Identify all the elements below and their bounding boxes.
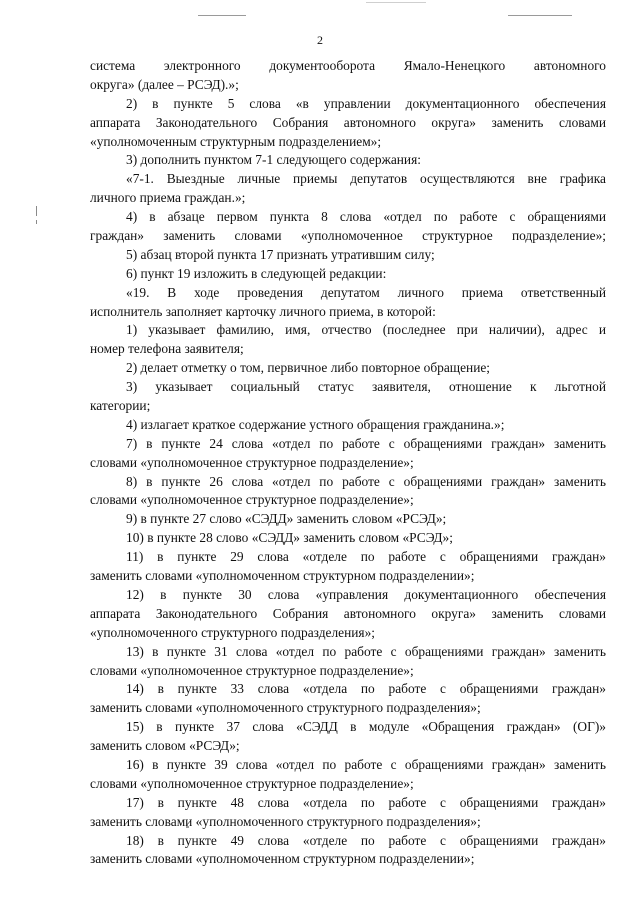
text-line: заменить словом «РСЭД»; bbox=[90, 738, 240, 754]
text-line: 2) в пункте 5 слова «в управлении документационного обеспечения bbox=[126, 95, 606, 111]
text-line: 16) в пункте 39 слова «отдел по работе с обращениями граждан» заменить bbox=[126, 756, 606, 772]
text-line: граждан» заменить словами «уполномоченное структурное подразделение»; bbox=[90, 228, 606, 244]
scan-artifact-line bbox=[198, 15, 246, 16]
text-line: личного приема граждан.»; bbox=[90, 190, 246, 206]
text-line: номер телефона заявителя; bbox=[90, 341, 244, 357]
margin-scan-mark bbox=[36, 206, 37, 216]
text-line: «уполномоченным структурным подразделением»; bbox=[90, 133, 382, 149]
text-line: 4) в абзаце первом пункта 8 слова «отдел по работе с обращениями bbox=[126, 209, 606, 225]
text-line: 17) в пункте 48 слова «отдела по работе с обращениями граждан» bbox=[126, 794, 606, 810]
text-line: 8) в пункте 26 слова «отдел по работе с обращениями граждан» заменить bbox=[126, 473, 606, 489]
text-line: система электронного документооборота Ямало-Ненецкого автономного bbox=[90, 58, 606, 73]
scan-artifact-line bbox=[366, 2, 426, 3]
text-line: округа» (далее – РСЭД).»; bbox=[90, 76, 239, 92]
text-line: 2) делает отметку о том, первичное либо повторное обращение; bbox=[126, 360, 491, 376]
text-line: словами «уполномоченное структурное подразделение»; bbox=[90, 775, 414, 791]
scan-artifact-line bbox=[508, 15, 572, 16]
text-line: 4) излагает краткое содержание устного обращения гражданина.»; bbox=[126, 416, 505, 432]
text-line: аппарата Законодательного Собрания автономного округа» заменить словами bbox=[90, 605, 606, 621]
text-line: 13) в пункте 31 слова «отдел по работе с обращениями граждан» заменить bbox=[126, 643, 606, 659]
text-line: 11) в пункте 29 слова «отделе по работе с обращениями граждан» bbox=[126, 549, 606, 565]
text-line: 9) в пункте 27 слово «СЭДД» заменить словом «РСЭД»; bbox=[126, 511, 447, 527]
text-line: словами «уполномоченное структурное подразделение»; bbox=[90, 454, 414, 470]
text-line: 14) в пункте 33 слова «отдела по работе с обращениями граждан» bbox=[126, 681, 606, 697]
document-body bbox=[90, 57, 606, 869]
text-line: 1) указывает фамилию, имя, отчество (последнее при наличии), адрес и bbox=[126, 322, 606, 338]
text-line: исполнитель заполняет карточку личного приема, в которой: bbox=[90, 303, 436, 319]
text-line: аппарата Законодательного Собрания автономного округа» заменить словами bbox=[90, 114, 606, 130]
text-line: «7-1. Выездные личные приемы депутатов осуществляются вне графика bbox=[126, 171, 606, 187]
text-line: 10) в пункте 28 слово «СЭДД» заменить словом «РСЭД»; bbox=[126, 530, 453, 546]
text-line: 5) абзац второй пункта 17 признать утратившим силу; bbox=[126, 246, 435, 262]
page-number: 2 bbox=[317, 33, 323, 47]
text-line: 6) пункт 19 изложить в следующей редакции: bbox=[126, 265, 387, 281]
text-line: 3) указывает социальный статус заявителя, отношение к льготной bbox=[126, 379, 606, 395]
margin-scan-mark bbox=[36, 220, 37, 224]
text-line: заменить словами «уполномоченном структурном подразделении»; bbox=[90, 851, 475, 867]
text-line: 7) в пункте 24 слова «отдел по работе с обращениями граждан» заменить bbox=[126, 435, 606, 451]
text-line: заменить словами «уполномоченного структурного подразделения»; bbox=[90, 700, 481, 716]
text-line: заменить словами «уполномоченного структурного подразделения»; bbox=[90, 813, 481, 829]
text-line: 12) в пункте 30 слова «управления документационного обеспечения bbox=[126, 586, 606, 602]
text-line: 15) в пункте 37 слова «СЭДД в модуле «Обращения граждан» (ОГ)» bbox=[126, 719, 606, 735]
text-line: 3) дополнить пунктом 7-1 следующего содержания: bbox=[126, 152, 421, 168]
text-line: словами «уполномоченное структурное подразделение»; bbox=[90, 662, 414, 678]
text-line: словами «уполномоченное структурное подразделение»; bbox=[90, 492, 414, 508]
text-line: «19. В ходе проведения депутатом личного приема ответственный bbox=[126, 284, 606, 300]
text-line: заменить словами «уполномоченном структурном подразделении»; bbox=[90, 568, 475, 584]
text-line: 18) в пункте 49 слова «отделе по работе с обращениями граждан» bbox=[126, 832, 606, 848]
text-line: «уполномоченного структурного подразделения»; bbox=[90, 624, 375, 640]
text-line: категории; bbox=[90, 398, 151, 414]
